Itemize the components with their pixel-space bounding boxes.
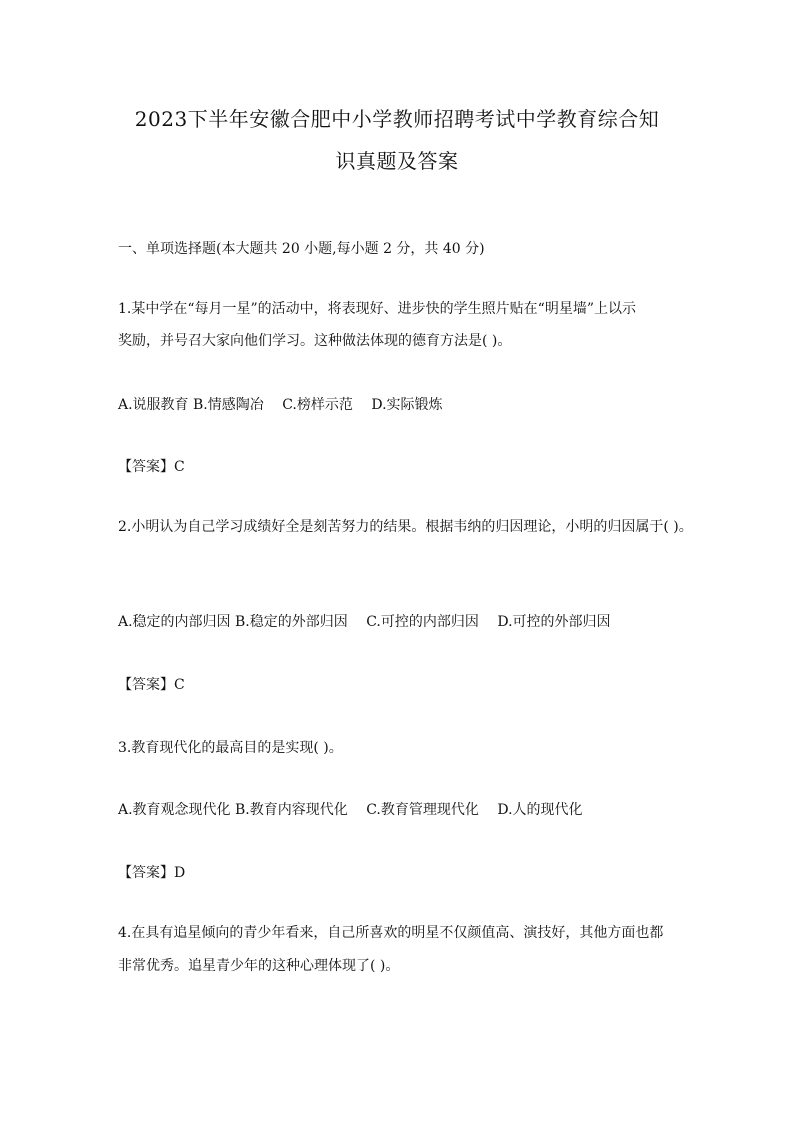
question-1-options (118, 394, 443, 414)
question-2-stem-line-1: 2.小明认为自己学习成绩好全是刻苦努力的结果。根据韦纳的归因理论，小明的归因属于( )。 (118, 519, 693, 535)
question-3-option-b: B.教育内容现代化 (235, 802, 348, 818)
question-4-stem-line-1: 4.在具有追星倾向的青少年看来，自己所喜欢的明星不仅颜值高、演技好，其他方面也都 (118, 925, 664, 941)
question-1-option-b: B.情感陶冶 (193, 397, 264, 413)
question-1-answer: 【答案】C (118, 459, 185, 475)
question-2-option-a: A.稳定的内部归因 (118, 614, 231, 630)
question-1-option-c: C.榜样示范 (282, 397, 353, 413)
question-2-option-c: C.可控的内部归因 (366, 614, 479, 630)
question-4-stem-line-2: 非常优秀。追星青少年的这种心理体现了( )。 (118, 958, 400, 974)
document-title-line-1: 2023下半年安徽合肥中小学教师招聘考试中学教育综合知 (134, 107, 660, 131)
question-3-option-a: A.教育观念现代化 (118, 802, 231, 818)
question-3-answer: 【答案】D (118, 865, 186, 881)
question-3-stem-line-1: 3.教育现代化的最高目的是实现( )。 (118, 740, 343, 756)
question-1-option-d: D.实际锻炼 (371, 397, 443, 413)
question-2-option-b: B.稳定的外部归因 (235, 614, 348, 630)
question-2-option-d: D.可控的外部归因 (497, 614, 611, 630)
question-1-stem-line-1: 1.某中学在“每月一星”的活动中，将表现好、进步快的学生照片贴在“明星墙”上以示 (118, 301, 636, 317)
question-1-stem-line-2: 奖励，并号召大家向他们学习。这种做法体现的德育方法是( )。 (118, 333, 512, 349)
document-title-line-2: 识真题及答案 (335, 149, 459, 173)
section-heading: 一、单项选择题(本大题共 20 小题,每小题 2 分，共 40 分) (118, 241, 485, 257)
question-3-options (118, 799, 583, 819)
question-2-options (118, 611, 611, 631)
question-1-option-a: A.说服教育 (118, 397, 189, 413)
question-3-option-c: C.教育管理现代化 (366, 802, 479, 818)
question-2-answer: 【答案】C (118, 677, 185, 693)
question-3-option-d: D.人的现代化 (497, 802, 583, 818)
